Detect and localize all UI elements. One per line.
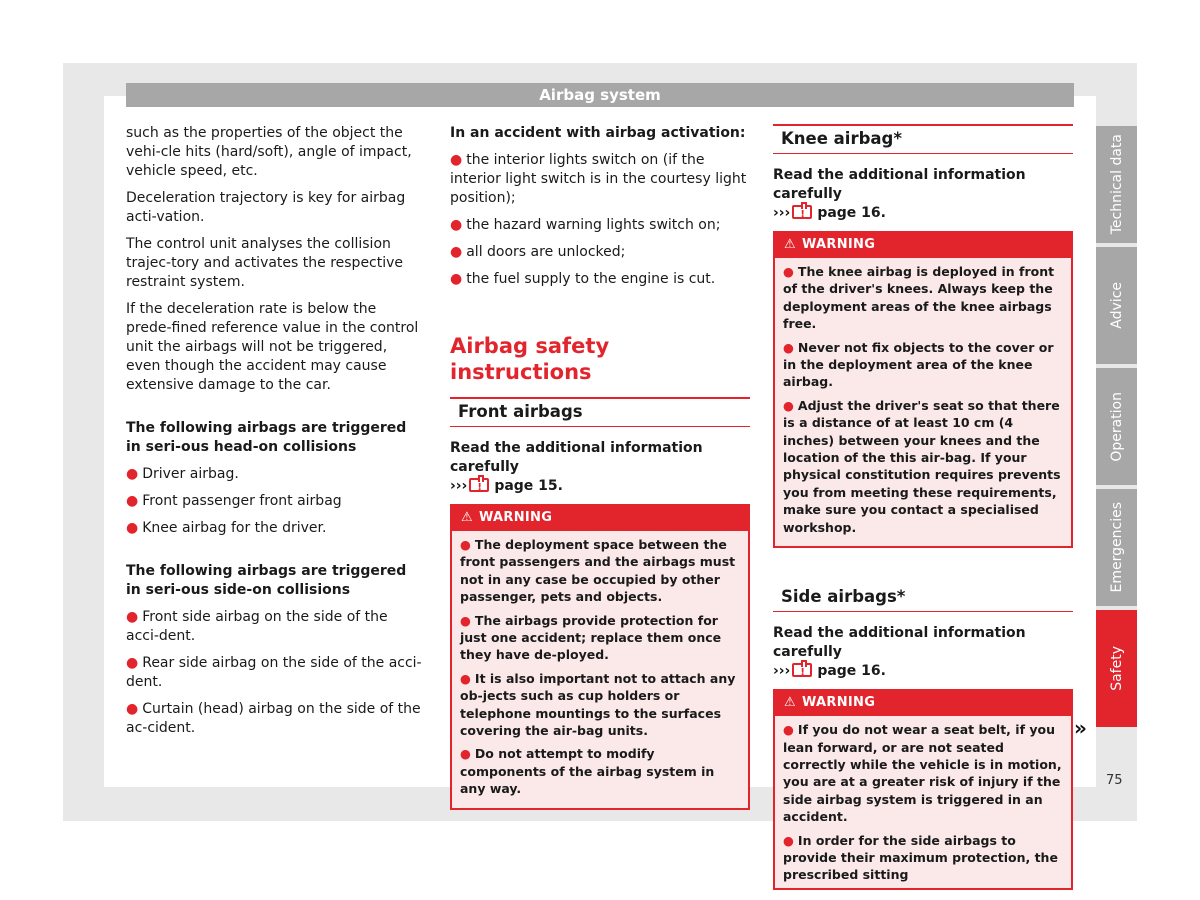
- column-2: [450, 124, 750, 820]
- list-item: ● the interior lights switch on (if the interior light switch is in the courtesy light position);: [450, 152, 747, 206]
- bullet-icon: ●: [450, 271, 463, 287]
- activation-heading: In an accident with airbag activation:: [450, 125, 746, 141]
- warning-item: ● The airbags provide protection for just one accident; replace them once they have de-ployed.: [460, 612, 722, 663]
- bullet-icon: ●: [126, 520, 139, 536]
- warning-item: ● Never not fix objects to the cover or in the deployment area of the knee airbag.: [783, 339, 1054, 390]
- read-more: Read the additional information carefully ›››! page 16.: [773, 624, 1073, 681]
- warning-item: ● In order for the side airbags to provide their maximum protection, the prescribed sitting: [783, 832, 1058, 883]
- list-item: ● Rear side airbag on the side of the acci-dent.: [126, 655, 422, 690]
- continue-arrow-icon: »: [1074, 716, 1087, 740]
- read-more: Read the additional information carefully ›››! page 15.: [450, 439, 750, 496]
- warning-item: ● The deployment space between the front passengers and the airbags must not in any case be occupied by other passenger, pets and objects.: [460, 537, 736, 605]
- book-warning-icon: [792, 205, 812, 219]
- warning-triangle-icon: ⚠: [784, 237, 796, 252]
- warning-body: [775, 716, 1071, 888]
- warning-body: [775, 258, 1071, 546]
- list-item: ● the fuel supply to the engine is cut.: [450, 271, 716, 287]
- page-number: 75: [1106, 773, 1123, 788]
- bullet-icon: ●: [126, 701, 139, 717]
- tab-operation[interactable]: Operation: [1096, 368, 1137, 485]
- bullet-icon: ●: [126, 655, 139, 671]
- paragraph: The control unit analyses the collision trajec-tory and activates the respective restraint system.: [126, 236, 404, 290]
- book-warning-icon: [792, 663, 812, 677]
- page-reference-link[interactable]: ›››! page 16.: [773, 205, 886, 221]
- warning-header: ⚠ WARNING: [775, 233, 1071, 258]
- chapter-header: Airbag system: [126, 83, 1074, 107]
- warning-item: ● The knee airbag is deployed in front of the driver's knees. Always keep the deployment areas of the knee airbags free.: [783, 264, 1055, 332]
- head-on-heading: The following airbags are triggered in seri-ous head-on collisions: [126, 420, 407, 455]
- warning-item: ● Adjust the driver's seat so that there is a distance of at least 10 cm (4 inches) between your knees and the location of the this air-bag. If your physical constitution requires prevents you from meeting these requirements, make sure you contact a specialised workshop.: [783, 397, 1061, 535]
- read-more: Read the additional information carefully ›››! page 16.: [773, 166, 1073, 223]
- front-airbags-heading: Front airbags: [450, 397, 750, 427]
- bullet-icon: ●: [450, 152, 463, 168]
- warning-box: [450, 504, 750, 810]
- page-reference-link[interactable]: ›››! page 16.: [773, 663, 886, 679]
- list-item: ● Front passenger front airbag: [126, 493, 342, 509]
- bullet-icon: ●: [126, 609, 139, 625]
- warning-header: ⚠ WARNING: [775, 691, 1071, 716]
- tab-technical-data[interactable]: Technical data: [1096, 126, 1137, 243]
- arrows-icon: ›››: [773, 663, 791, 680]
- tab-emergencies[interactable]: Emergencies: [1096, 489, 1137, 606]
- side-on-heading: The following airbags are triggered in seri-ous side-on collisions: [126, 563, 407, 598]
- warning-box: [773, 689, 1073, 890]
- arrows-icon: ›››: [773, 205, 791, 221]
- bullet-icon: ●: [450, 244, 463, 260]
- arrows-icon: ›››: [450, 478, 468, 494]
- list-item: ● Front side airbag on the side of the acci-dent.: [126, 609, 388, 644]
- tab-advice[interactable]: Advice: [1096, 247, 1137, 364]
- warning-item: ● Do not attempt to modify components of the airbag system in any way.: [460, 746, 715, 797]
- list-item: ● all doors are unlocked;: [450, 244, 626, 260]
- warning-box: [773, 231, 1073, 548]
- section-title: Airbag safety instructions: [450, 334, 610, 384]
- knee-airbag-heading: Knee airbag*: [773, 124, 1073, 154]
- warning-triangle-icon: ⚠: [784, 695, 796, 711]
- list-item: ● Driver airbag.: [126, 466, 239, 482]
- warning-body: [452, 531, 748, 808]
- paragraph: Deceleration trajectory is key for airbag acti-vation.: [126, 190, 406, 225]
- bullet-icon: ●: [450, 217, 463, 233]
- column-1: [126, 124, 422, 746]
- warning-triangle-icon: ⚠: [461, 510, 473, 525]
- list-item: ● the hazard warning lights switch on;: [450, 217, 721, 233]
- warning-item: ● If you do not wear a seat belt, if you lean forward, or are not seated correctly while the vehicle is in motion, you are at a greater risk of injury if the side airbag system is triggered in an accident.: [783, 722, 1062, 825]
- tab-safety[interactable]: Safety: [1096, 610, 1137, 727]
- list-item: ● Curtain (head) airbag on the side of the ac-cident.: [126, 701, 421, 736]
- side-airbags-heading: Side airbags*: [773, 586, 1073, 612]
- book-warning-icon: [469, 478, 489, 492]
- bullet-icon: ●: [126, 493, 139, 509]
- warning-item: ● It is also important not to attach any ob-jects such as cup holders or telephone mountings to the surfaces covering the air-bag units.: [460, 670, 736, 739]
- paragraph: such as the properties of the object the vehi-cle hits (hard/soft), angle of impact, vehicle speed, etc.: [126, 125, 412, 179]
- list-item: ● Knee airbag for the driver.: [126, 520, 327, 536]
- page-reference-link[interactable]: ›››! page 15.: [450, 478, 563, 494]
- paragraph: If the deceleration rate is below the prede-fined reference value in the control unit the airbags will not be triggered, even though the accident may cause extensive damage to the car.: [126, 301, 419, 393]
- bullet-icon: ●: [126, 466, 139, 482]
- column-3: [773, 124, 1073, 900]
- warning-header: ⚠ WARNING: [452, 506, 748, 531]
